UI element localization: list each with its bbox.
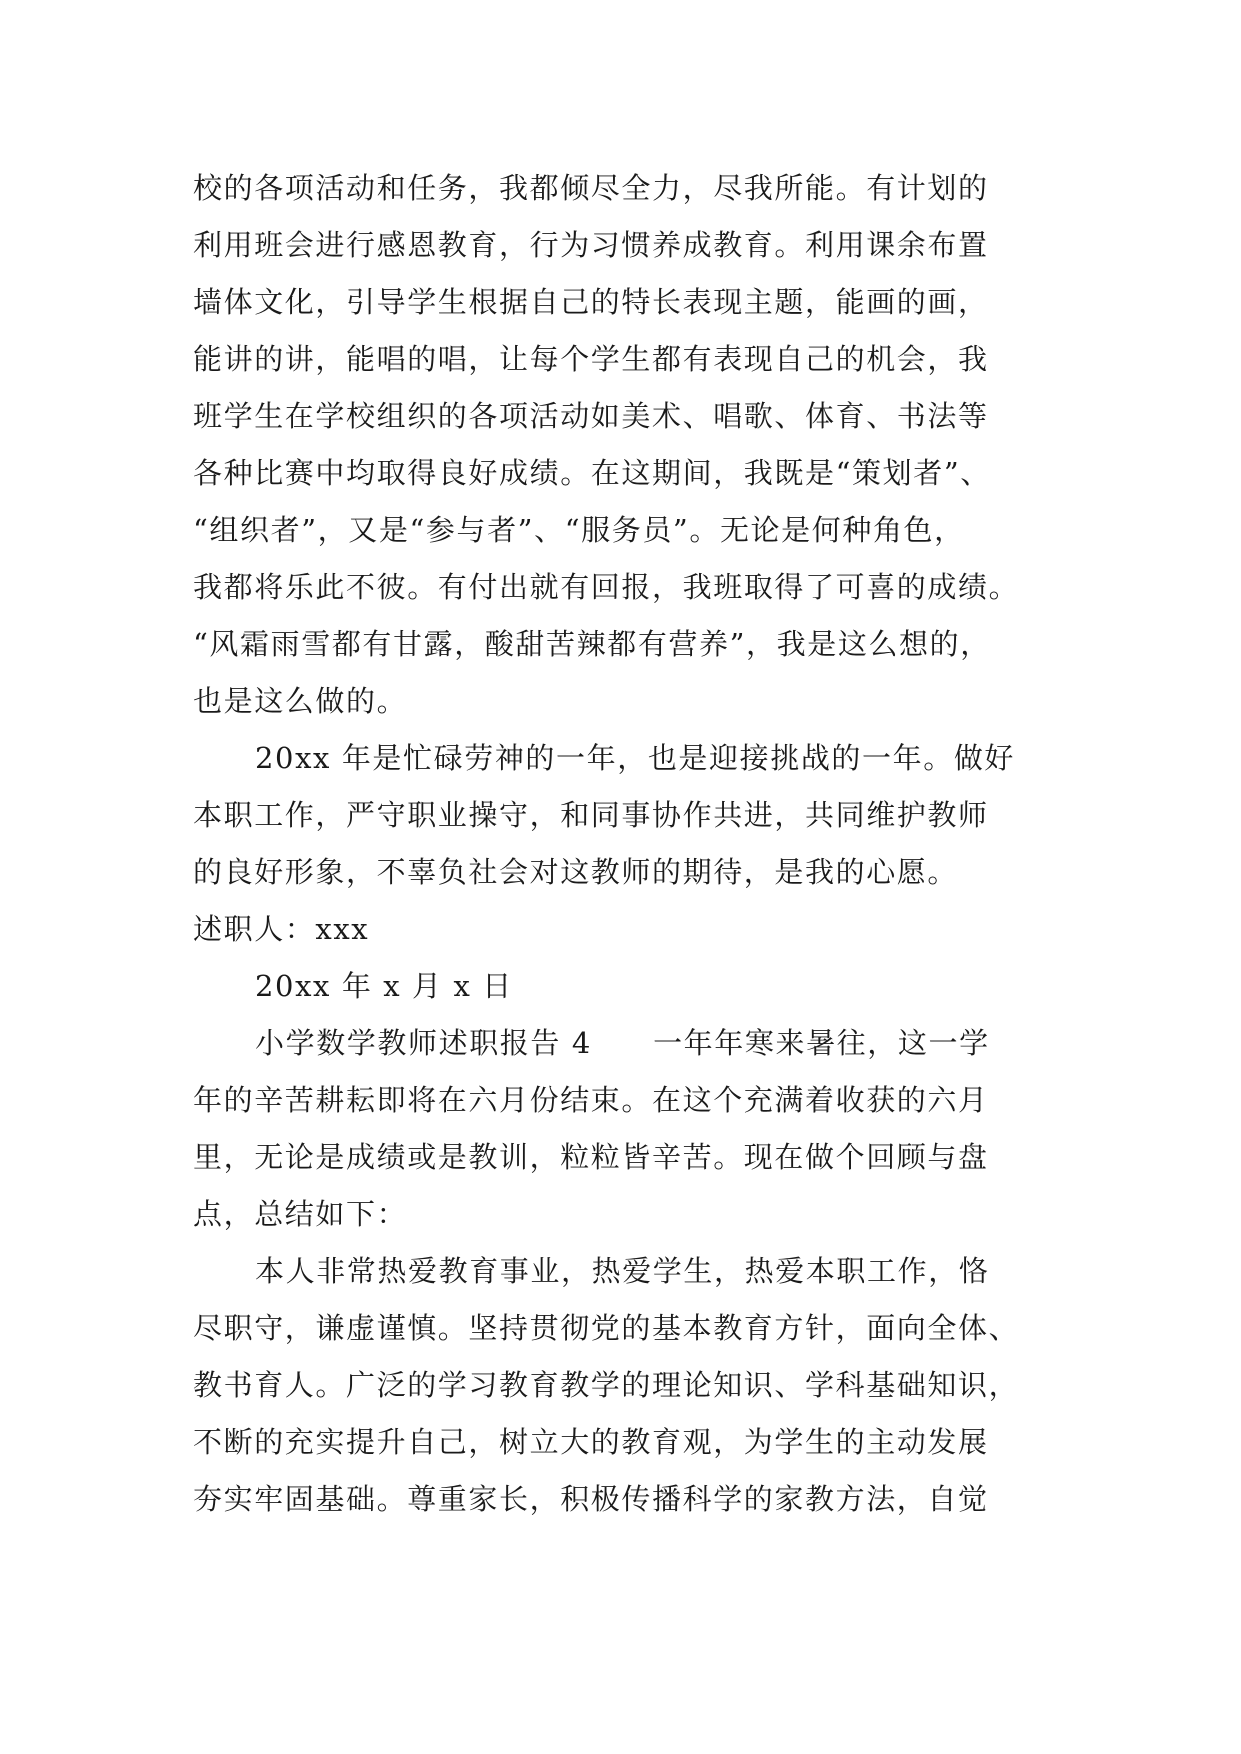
date-line: 20xx 年 x 月 x 日 bbox=[255, 969, 513, 1003]
text-line: 尽职守，谦虚谨慎。坚持贯彻党的基本教育方针，面向全体、 bbox=[193, 1311, 1020, 1345]
text-line: 的良好形象，不辜负社会对这教师的期待，是我的心愿。 bbox=[193, 855, 959, 889]
text-line: 本职工作，严守职业操守，和同事协作共进，共同维护教师 bbox=[193, 798, 989, 832]
text-line: “风霜雨雪都有甘露，酸甜苦辣都有营养”，我是这么想的， bbox=[193, 627, 991, 661]
paragraph-first-line: 本人非常热爱教育事业，热爱学生，热爱本职工作，恪 bbox=[255, 1254, 990, 1288]
text-line: 不断的充实提升自己，树立大的教育观，为学生的主动发展 bbox=[193, 1425, 989, 1459]
text-line: 也是这么做的。 bbox=[193, 684, 408, 718]
text-line: 各种比赛中均取得良好成绩。在这期间，我既是“策划者”、 bbox=[193, 456, 991, 490]
text-line: 利用班会进行感恩教育，行为习惯养成教育。利用课余布置 bbox=[193, 228, 989, 262]
section-heading-line: 小学数学教师述职报告 4 一年年寒来暑往，这一学 bbox=[255, 1026, 990, 1060]
text-line: 校的各项活动和任务，我都倾尽全力，尽我所能。有计划的 bbox=[193, 171, 989, 205]
text-line: 能讲的讲，能唱的唱，让每个学生都有表现自己的机会，我 bbox=[193, 342, 989, 376]
text-line: 点，总结如下： bbox=[193, 1197, 408, 1231]
text-line: 年的辛苦耕耘即将在六月份结束。在这个充满着收获的六月 bbox=[193, 1083, 989, 1117]
text-line: 我都将乐此不彼。有付出就有回报，我班取得了可喜的成绩。 bbox=[193, 570, 1020, 604]
signature-line: 述职人：xxx bbox=[193, 912, 370, 946]
paragraph-first-line: 20xx 年是忙碌劳神的一年，也是迎接挑战的一年。做好 bbox=[255, 741, 1016, 775]
text-line: 里，无论是成绩或是教训，粒粒皆辛苦。现在做个回顾与盘 bbox=[193, 1140, 989, 1174]
text-line: 教书育人。广泛的学习教育教学的理论知识、学科基础知识， bbox=[193, 1368, 1020, 1402]
text-line: “组织者”，又是“参与者”、“服务员”。无论是何种角色， bbox=[193, 513, 965, 547]
text-line: 夯实牢固基础。尊重家长，积极传播科学的家教方法，自觉 bbox=[193, 1482, 989, 1516]
text-line: 班学生在学校组织的各项活动如美术、唱歌、体育、书法等 bbox=[193, 399, 989, 433]
text-line: 墙体文化，引导学生根据自己的特长表现主题，能画的画， bbox=[193, 285, 989, 319]
